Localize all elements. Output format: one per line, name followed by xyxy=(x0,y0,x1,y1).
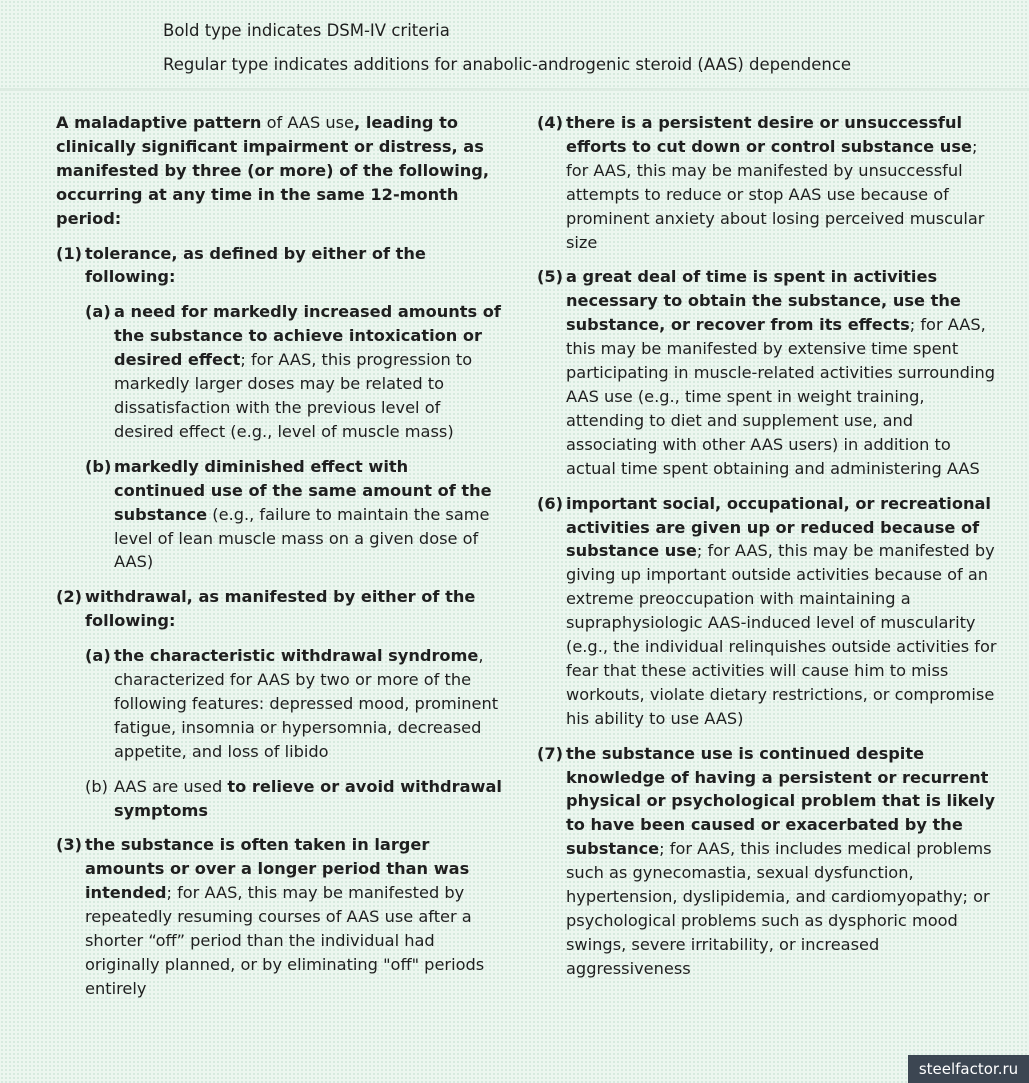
criterion-number: (5) xyxy=(537,267,564,287)
header-separator xyxy=(0,88,1029,91)
criterion-5 xyxy=(537,265,997,480)
legend xyxy=(163,14,851,82)
criterion-1 xyxy=(56,242,502,290)
intro-bold-1: A maladaptive pattern xyxy=(56,113,262,132)
criterion-regular-text: , characterized for AAS by two or more of the following features: depressed mood, prominent fatigue, insomnia or hypersomnia, decreased appetite, and loss of libido xyxy=(114,646,499,761)
criterion-1b xyxy=(85,455,502,575)
criterion-regular-text: ; for AAS, this includes medical problems such as gynecomastia, sexual dysfunction, hypertension, dyslipidemia, and cardiomyopathy; or psychological problems such as dysphoric mood swings, severe irritability, or increased aggressiveness xyxy=(566,839,992,978)
criterion-number: (7) xyxy=(537,743,564,763)
criterion-bold-text: withdrawal, as manifested by either of the following: xyxy=(85,587,476,631)
subcriterion-letter: (a) xyxy=(85,646,111,666)
site-watermark: steelfactor.ru xyxy=(908,1055,1029,1083)
criterion-bold-text: the substance use is continued despite knowledge of having a persistent or recurrent physical or psychological problem that is likely to have been caused or exacerbated by the substance xyxy=(566,743,996,859)
criteria-intro xyxy=(56,111,502,231)
criterion-regular-text: ; for AAS, this may be manifested by extensive time spent participating in muscle-related activities surrounding AAS use (e.g., time spent in weight training, attending to diet and supplement use, and associating with other AAS users) in addition to actual time spent obtaining and administering AAS xyxy=(566,315,995,478)
criterion-number: (6) xyxy=(537,493,564,513)
criterion-bold-text: important social, occupational, or recreational activities are given up or reduced because of substance use xyxy=(566,493,991,561)
criterion-number: (1) xyxy=(56,243,83,263)
intro-regular: of AAS use xyxy=(261,113,355,132)
criterion-bold-text: a need for markedly increased amounts of the substance to achieve intoxication or desired effect xyxy=(114,302,501,370)
criterion-bold-text: a great deal of time is spent in activities necessary to obtain the substance, use the substance, or recover from its effects xyxy=(566,267,961,335)
criterion-bold-text: tolerance, as defined by either of the following: xyxy=(85,243,426,287)
criterion-bold-text: to relieve or avoid withdrawal symptoms xyxy=(114,776,502,820)
criterion-3 xyxy=(56,833,502,1000)
subcriterion-letter: (b) xyxy=(85,456,112,476)
criterion-regular-text: ; for AAS, this may be manifested by repeatedly resuming courses of AAS use after a shorter “off” period than the individual had originally planned, or by eliminating "off" periods entirely xyxy=(85,883,485,998)
subcriterion-letter: (b) xyxy=(85,776,108,796)
criterion-6 xyxy=(537,492,997,731)
left-column xyxy=(56,111,502,1012)
criterion-bold-text: the characteristic withdrawal syndrome xyxy=(114,646,479,666)
legend-bold-note: Bold type indicates DSM-IV criteria xyxy=(163,21,450,40)
criterion-number: (3) xyxy=(56,835,83,855)
criterion-4 xyxy=(537,111,997,254)
criterion-bold-text: there is a persistent desire or unsuccessful efforts to cut down or control substance use xyxy=(566,113,972,156)
criterion-regular-text: (e.g., failure to maintain the same level of lean muscle mass on a given dose of AAS) xyxy=(114,504,490,572)
legend-regular-note: Regular type indicates additions for anabolic-androgenic steroid (AAS) dependence xyxy=(163,55,852,74)
criterion-number: (2) xyxy=(56,587,83,607)
criterion-regular-text: ; for AAS, this progression to markedly larger doses may be related to dissatisfaction with the previous level of desired effect (e.g., level of muscle mass) xyxy=(114,350,473,441)
criterion-2 xyxy=(56,585,502,633)
intro-bold-2: , leading to clinically significant impairment or distress, as manifested by three (or more) of the following, occurring at any time in the same 12-month period: xyxy=(56,113,490,228)
criterion-regular-text: ; for AAS, this may be manifested by unsuccessful attempts to reduce or stop AAS use because of prominent anxiety about losing perceived muscular size xyxy=(566,136,985,252)
criterion-7 xyxy=(537,742,997,981)
right-column xyxy=(537,111,997,992)
criterion-2b xyxy=(85,775,502,823)
subcriterion-letter: (a) xyxy=(85,302,111,322)
criterion-1a xyxy=(85,300,502,443)
criterion-regular-text: ; for AAS, this may be manifested by giving up important outside activities because of an extreme preoccupation with maintaining a supraphysiologic AAS-induced level of muscularity (e.g., the individual relinquishes outside activities for fear that these activities will cause him to miss workouts, violate dietary restrictions, or compromise his ability to use AAS) xyxy=(566,541,997,728)
criterion-2a xyxy=(85,644,502,764)
criterion-bold-text: the substance is often taken in larger amounts or over a longer period than was intended xyxy=(85,835,470,903)
criterion-bold-text: markedly diminished effect with continued use of the same amount of the substance xyxy=(114,456,492,524)
criterion-regular-text: AAS are used xyxy=(114,776,228,796)
criterion-number: (4) xyxy=(537,113,564,132)
